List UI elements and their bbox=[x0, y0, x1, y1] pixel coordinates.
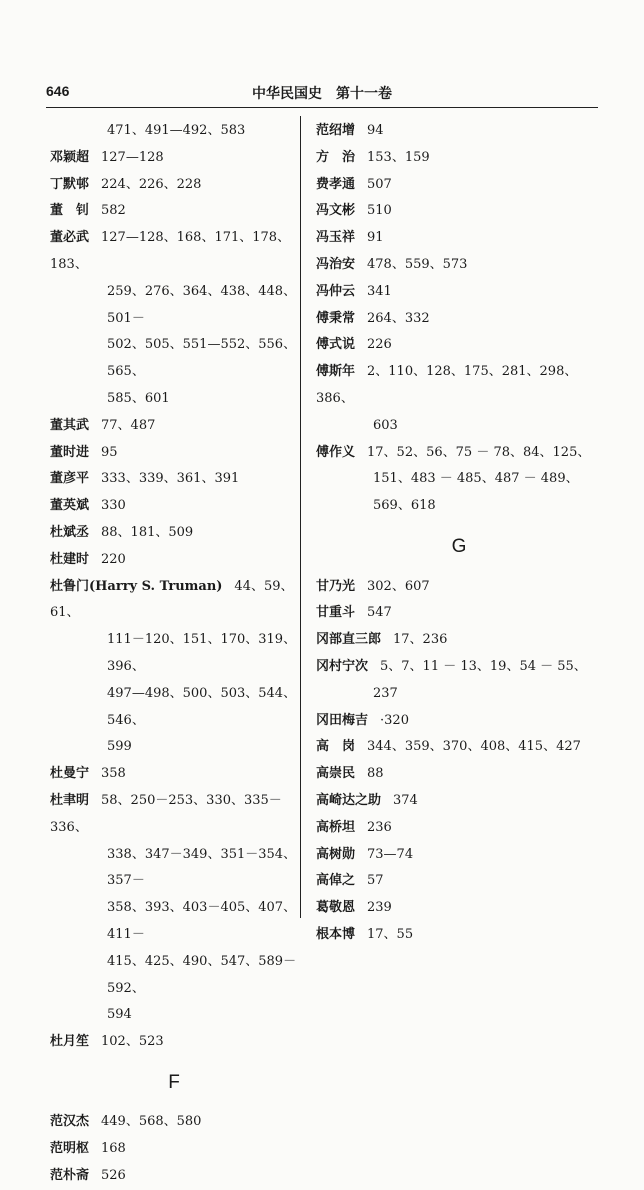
index-column-left bbox=[50, 118, 298, 1190]
entry-name: 高 岗 bbox=[316, 739, 356, 755]
entry-name: 高树勋 bbox=[316, 846, 356, 862]
index-entry bbox=[316, 145, 602, 172]
entry-name: 冈田梅吉 bbox=[316, 712, 369, 728]
index-entry bbox=[50, 225, 298, 413]
entry-pages: 497—498、500、503、544、546、 bbox=[107, 685, 297, 728]
entry-pages: 127—128、168、171、178、183、 bbox=[50, 230, 291, 272]
entry-pages: 88、181、509 bbox=[101, 524, 194, 540]
entry-name: 董 钊 bbox=[50, 203, 90, 219]
entry-name: 傅斯年 bbox=[316, 364, 356, 380]
entry-pages: 594 bbox=[107, 1007, 132, 1023]
entry-name: 冯文彬 bbox=[316, 203, 356, 219]
entry-pages: 449、568、580 bbox=[101, 1114, 202, 1130]
column-divider bbox=[300, 116, 301, 918]
entry-pages: 599 bbox=[107, 739, 132, 755]
entry-pages: 220 bbox=[101, 551, 126, 567]
index-entry bbox=[50, 574, 298, 762]
index-entry bbox=[50, 1136, 298, 1163]
entry-pages: 338、347－349、351－354、357－ bbox=[107, 846, 297, 889]
index-entry bbox=[316, 118, 602, 145]
entry-name: 葛敬恩 bbox=[316, 900, 356, 916]
index-entry bbox=[50, 198, 298, 225]
entry-name: 高崎达之助 bbox=[316, 792, 382, 808]
entry-name: 范汉杰 bbox=[50, 1114, 90, 1130]
entry-name: 冯玉祥 bbox=[316, 230, 356, 246]
entry-name: 费孝通 bbox=[316, 176, 356, 192]
index-entry bbox=[50, 413, 298, 440]
entry-pages: 226 bbox=[367, 337, 392, 353]
entry-pages: 224、226、228 bbox=[101, 176, 202, 192]
entry-pages: 127—128 bbox=[101, 149, 164, 165]
entry-name: 冯治安 bbox=[316, 256, 356, 272]
index-entry bbox=[316, 252, 602, 279]
index-entry bbox=[316, 922, 602, 949]
index-entry bbox=[50, 761, 298, 788]
entry-pages: 526 bbox=[101, 1168, 126, 1184]
entry-name: 傅作义 bbox=[316, 444, 356, 460]
entry-name: 甘重斗 bbox=[316, 605, 356, 621]
entry-name: 杜曼宁 bbox=[50, 766, 90, 782]
entry-name: 范明枢 bbox=[50, 1141, 90, 1157]
entry-pages: 57 bbox=[367, 873, 384, 889]
entry-name: 董彦平 bbox=[50, 471, 90, 487]
entry-pages: 95 bbox=[101, 444, 118, 460]
entry-pages: 264、332 bbox=[367, 310, 430, 326]
index-entry bbox=[50, 118, 298, 145]
index-entry bbox=[316, 868, 602, 895]
entry-pages: 88 bbox=[367, 766, 384, 782]
index-entry bbox=[316, 761, 602, 788]
entry-pages: 585、601 bbox=[107, 390, 170, 406]
entry-pages: 111－120、151、170、319、396、 bbox=[107, 632, 297, 674]
entry-pages: 5、7、11 － 13、19、54 － 55、 bbox=[380, 658, 587, 674]
index-entry bbox=[316, 332, 602, 359]
entry-name: 杜鲁门(Harry S. Truman) bbox=[50, 578, 223, 594]
entry-pages: ·320 bbox=[380, 712, 409, 728]
index-column-right bbox=[316, 118, 602, 949]
entry-name: 高崇民 bbox=[316, 766, 356, 782]
index-entry bbox=[316, 225, 602, 252]
entry-pages: 344、359、370、408、415、427 bbox=[367, 739, 581, 755]
entry-name: 范朴斋 bbox=[50, 1168, 90, 1184]
entry-pages: 603 bbox=[373, 417, 398, 433]
entry-pages: 239 bbox=[367, 900, 392, 916]
index-entry bbox=[50, 1029, 298, 1056]
entry-name: 邓颖超 bbox=[50, 149, 90, 165]
index-entry bbox=[316, 708, 602, 735]
entry-name: 董英斌 bbox=[50, 498, 90, 514]
entry-pages: 330 bbox=[101, 498, 126, 514]
index-entry bbox=[316, 788, 602, 815]
page-number: 646 bbox=[46, 83, 70, 99]
index-entry bbox=[50, 440, 298, 467]
entry-pages: 415、425、490、547、589－592、 bbox=[107, 953, 297, 996]
entry-name: 根本博 bbox=[316, 926, 356, 942]
index-entry bbox=[316, 359, 602, 439]
index-entry bbox=[50, 172, 298, 199]
entry-pages: 58、250－253、330、335－336、 bbox=[50, 792, 282, 835]
entry-pages: 168 bbox=[101, 1141, 126, 1157]
index-entry bbox=[50, 145, 298, 172]
index-entry bbox=[316, 627, 602, 654]
section-letter: G bbox=[451, 535, 467, 557]
entry-name: 丁默邨 bbox=[50, 176, 90, 192]
entry-name: 董其武 bbox=[50, 417, 90, 433]
entry-pages: 510 bbox=[367, 203, 392, 219]
entry-pages: 333、339、361、391 bbox=[101, 471, 240, 487]
entry-pages: 73—74 bbox=[367, 846, 414, 862]
index-entry bbox=[316, 198, 602, 225]
entry-name: 冯仲云 bbox=[316, 283, 356, 299]
index-entry bbox=[316, 654, 602, 708]
entry-pages: 582 bbox=[101, 203, 126, 219]
entry-name: 高桥坦 bbox=[316, 819, 356, 835]
entry-name: 甘乃光 bbox=[316, 578, 356, 594]
entry-name: 方 治 bbox=[316, 149, 356, 165]
entry-name: 范绍增 bbox=[316, 123, 356, 138]
entry-pages: 94 bbox=[367, 123, 384, 138]
entry-pages: 17、55 bbox=[367, 926, 414, 942]
index-entry bbox=[316, 574, 602, 601]
entry-name: 杜月笙 bbox=[50, 1034, 90, 1050]
index-entry bbox=[50, 788, 298, 1029]
entry-name: 杜聿明 bbox=[50, 792, 90, 808]
entry-pages: 341 bbox=[367, 283, 392, 299]
entry-pages: 237 bbox=[373, 685, 398, 701]
entry-pages: 259、276、364、438、448、501－ bbox=[107, 283, 297, 326]
entry-name: 高倬之 bbox=[316, 873, 356, 889]
entry-pages: 151、483 － 485、487 － 489、 bbox=[373, 471, 579, 487]
page-header-title: 中华民国史 第十一卷 bbox=[252, 86, 392, 102]
index-entry bbox=[316, 172, 602, 199]
entry-pages: 358 bbox=[101, 766, 126, 782]
entry-pages: 91 bbox=[367, 230, 384, 246]
entry-pages: 569、618 bbox=[373, 498, 436, 514]
entry-pages: 507 bbox=[367, 176, 392, 192]
entry-pages: 153、159 bbox=[367, 149, 430, 165]
entry-name: 董时进 bbox=[50, 444, 90, 460]
entry-pages: 77、487 bbox=[101, 417, 156, 433]
entry-pages: 502、505、551—552、556、565、 bbox=[107, 337, 297, 380]
entry-pages: 2、110、128、175、281、298、386、 bbox=[316, 364, 578, 406]
index-entry bbox=[316, 895, 602, 922]
index-entry bbox=[50, 466, 298, 493]
entry-name: 傅秉常 bbox=[316, 310, 356, 326]
entry-pages: 102、523 bbox=[101, 1034, 164, 1050]
index-entry bbox=[316, 306, 602, 333]
header-rule bbox=[46, 107, 598, 108]
index-entry bbox=[316, 842, 602, 869]
entry-name: 冈部直三郎 bbox=[316, 632, 382, 648]
index-entry bbox=[50, 1109, 298, 1136]
entry-pages: 17、236 bbox=[393, 632, 448, 648]
entry-pages: 374 bbox=[393, 792, 418, 808]
entry-name: 冈村宁次 bbox=[316, 658, 369, 674]
index-entry bbox=[50, 520, 298, 547]
entry-pages: 471、491—492、583 bbox=[107, 123, 246, 138]
index-entry bbox=[316, 440, 602, 520]
index-entry bbox=[316, 279, 602, 306]
index-entry bbox=[50, 493, 298, 520]
entry-name: 董必武 bbox=[50, 230, 90, 246]
section-letter: F bbox=[168, 1071, 180, 1093]
index-entry bbox=[50, 1163, 298, 1190]
entry-name: 杜斌丞 bbox=[50, 524, 90, 540]
index-entry bbox=[316, 600, 602, 627]
entry-pages: 236 bbox=[367, 819, 392, 835]
entry-name: 傅式说 bbox=[316, 337, 356, 353]
entry-name: 杜建时 bbox=[50, 551, 90, 567]
index-entry bbox=[50, 547, 298, 574]
entry-pages: 302、607 bbox=[367, 578, 430, 594]
entry-pages: 358、393、403－405、407、411－ bbox=[107, 900, 297, 942]
entry-pages: 478、559、573 bbox=[367, 256, 468, 272]
index-entry bbox=[316, 734, 602, 761]
entry-pages: 17、52、56、75 － 78、84、125、 bbox=[367, 444, 591, 460]
index-entry bbox=[316, 815, 602, 842]
entry-pages: 547 bbox=[367, 605, 392, 621]
entry-pages: 44、59、61、 bbox=[50, 578, 294, 621]
